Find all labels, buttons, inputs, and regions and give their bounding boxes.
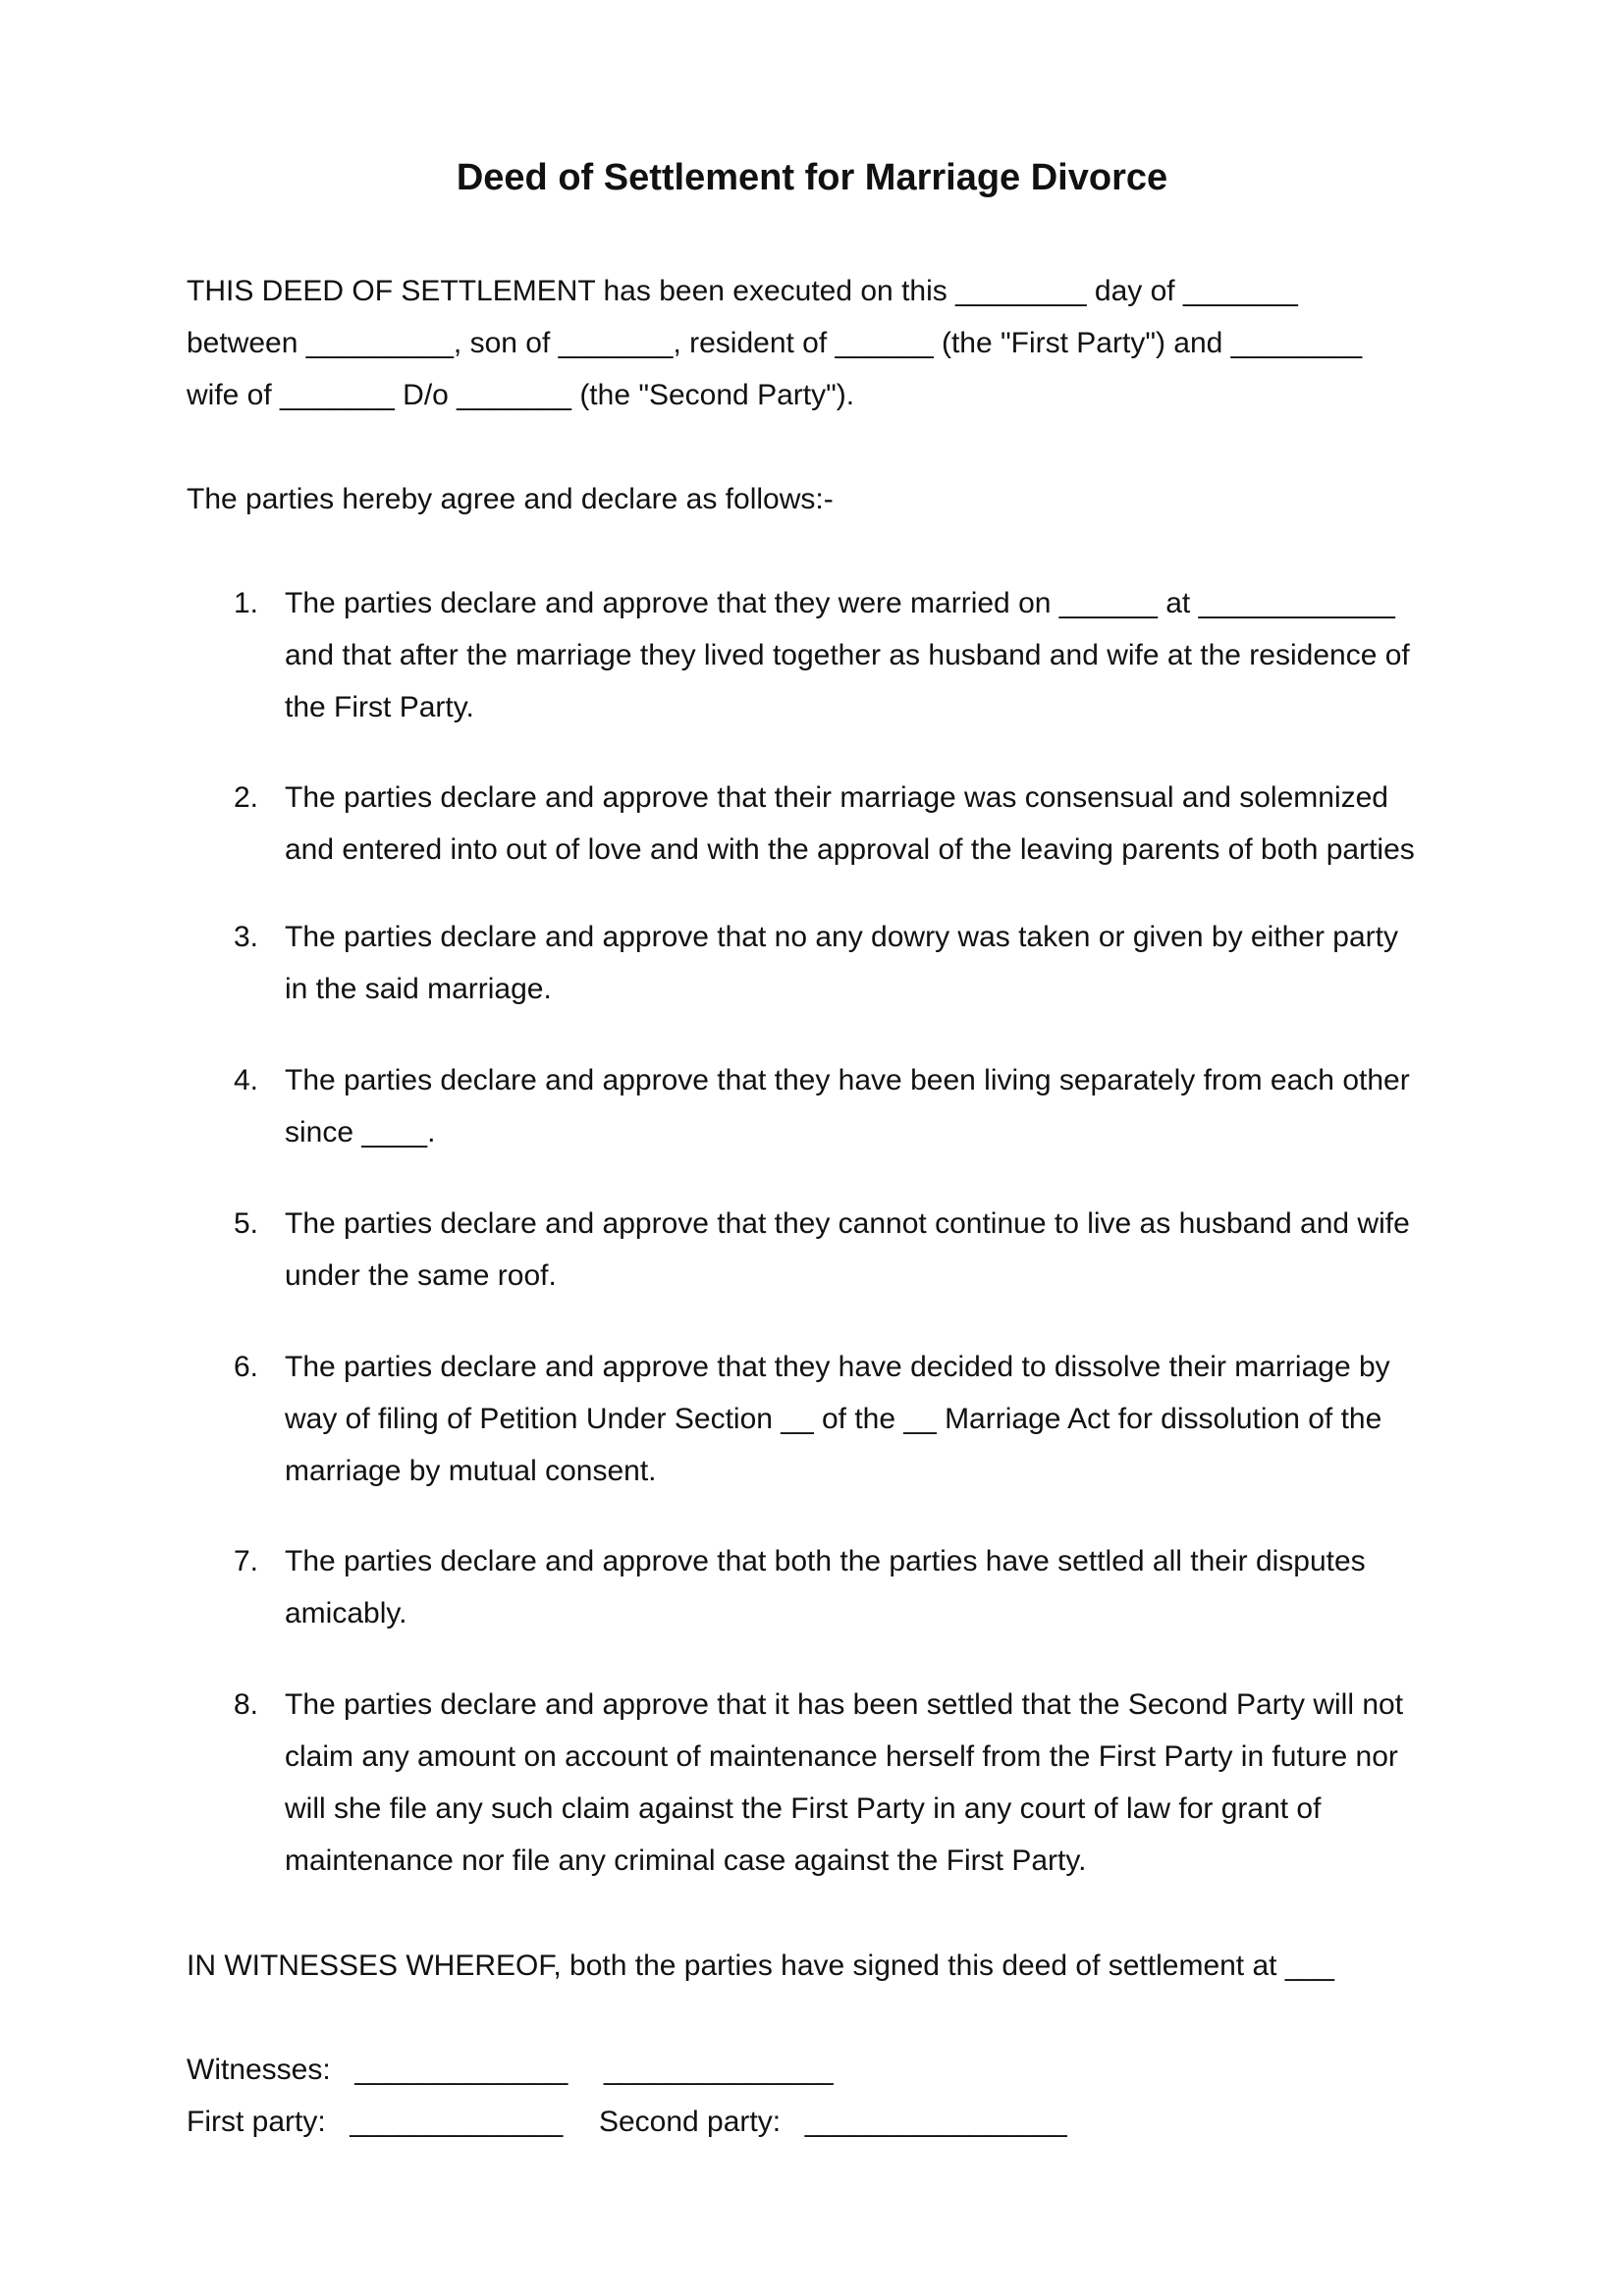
first-party-label: First party: [187, 2106, 326, 2138]
clause-line: amicably. [285, 1597, 407, 1629]
clause-line: The parties declare and approve that both the parties have settled all their disputes [285, 1545, 1366, 1577]
clause-number: 4. [234, 1064, 259, 1096]
clause-number: 6. [234, 1351, 259, 1383]
clause-text [285, 772, 1443, 876]
clause-line: The parties declare and approve that they have been living separately from each other [285, 1064, 1410, 1096]
clause-number: 2. [234, 781, 259, 814]
clause-line: and that after the marriage they lived together as husband and wife at the residence of [285, 639, 1410, 671]
clause-line: The parties declare and approve that they were married on ______ at ____________ [285, 587, 1395, 619]
witness-signature-blank[interactable]: ______________ [604, 2054, 834, 2086]
clause-text [285, 1679, 1443, 1887]
intro-line: wife of _______ D/o _______ (the "Second Party"). [187, 379, 855, 411]
clause-text [285, 1535, 1443, 1639]
clause-line: will she file any such claim against the First Party in any court of law for grant of [285, 1792, 1322, 1825]
witness-signature-blank[interactable]: _____________ [354, 2054, 568, 2086]
clause-line: The parties declare and approve that they have decided to dissolve their marriage by [285, 1351, 1390, 1383]
first-party-signature-blank[interactable]: _____________ [350, 2106, 564, 2138]
clause-line: in the said marriage. [285, 973, 552, 1005]
clause-line: the First Party. [285, 691, 474, 723]
clause-number: 5. [234, 1207, 259, 1240]
clause-line: The parties declare and approve that their marriage was consensual and solemnized [285, 781, 1388, 814]
second-party-label: Second party: [598, 2106, 782, 2138]
clause-line: The parties declare and approve that no any dowry was taken or given by either party [285, 921, 1398, 953]
clause-line: maintenance nor file any criminal case against the First Party. [285, 1844, 1087, 1877]
clause-line: claim any amount on account of maintenance herself from the First Party in future nor [285, 1740, 1398, 1773]
clause-number: 1. [234, 587, 259, 619]
witness-clause: IN WITNESSES WHEREOF, both the parties have signed this deed of settlement at ___ [187, 1949, 1334, 1982]
clause-text [285, 1198, 1443, 1302]
clause-text [285, 1054, 1443, 1158]
clause-number: 3. [234, 921, 259, 953]
clause-number: 7. [234, 1545, 259, 1577]
clause-line: since ____. [285, 1116, 436, 1148]
clause-line: way of filing of Petition Under Section __ of the __ Marriage Act for dissolution of the [285, 1403, 1382, 1435]
parties-signature-line [187, 2096, 1453, 2148]
intro-line: THIS DEED OF SETTLEMENT has been executed on this ________ day of _______ [187, 275, 1298, 307]
clause-line: The parties declare and approve that they cannot continue to live as husband and wife [285, 1207, 1410, 1240]
intro-line: between _________, son of _______, resident of ______ (the "First Party") and ________ [187, 327, 1363, 359]
clause-line: The parties declare and approve that it has been settled that the Second Party will not [285, 1688, 1404, 1721]
clause-text [285, 911, 1443, 1015]
document-title: Deed of Settlement for Marriage Divorce [456, 157, 1168, 198]
witnesses-signature-line [187, 2044, 1453, 2096]
clause-number: 8. [234, 1688, 259, 1721]
clause-line: marriage by mutual consent. [285, 1455, 657, 1487]
clause-text [285, 577, 1443, 733]
clause-line: under the same roof. [285, 1259, 557, 1292]
second-party-signature-blank[interactable]: ________________ [804, 2106, 1067, 2138]
clause-line: and entered into out of love and with the approval of the leaving parents of both parties [285, 833, 1415, 866]
clause-text [285, 1341, 1443, 1497]
intro-paragraph [187, 265, 1453, 421]
agreement-statement: The parties hereby agree and declare as follows:- [187, 483, 834, 515]
witnesses-label: Witnesses: [187, 2054, 331, 2086]
